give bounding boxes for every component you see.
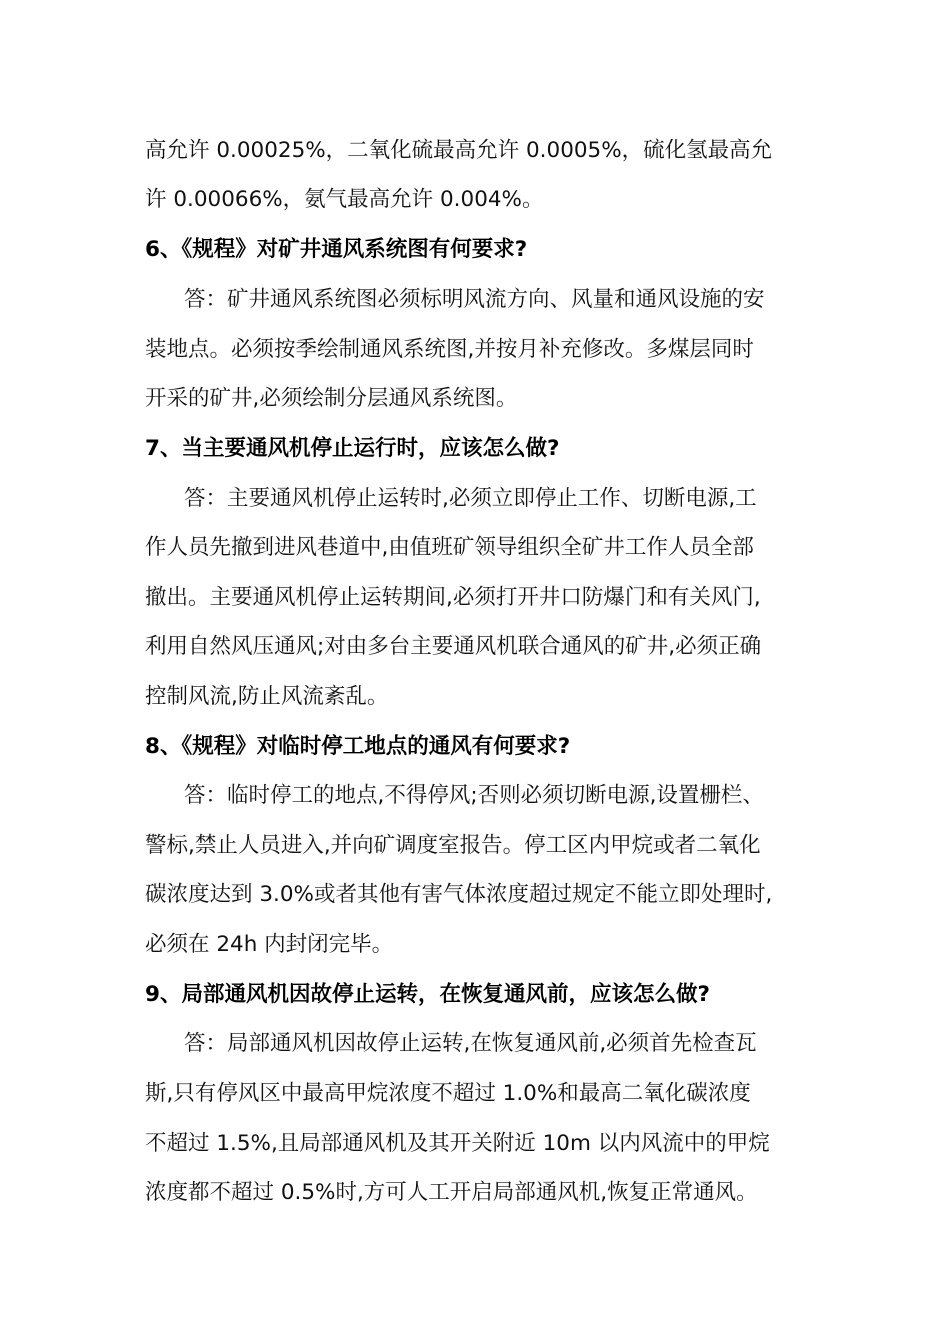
- answer-8-line: 碳浓度达到 3.0%或者其他有害气体浓度超过规定不能立即处理时,: [145, 882, 773, 907]
- answer-9-line: 不超过 1.5%,且局部通风机及其开关附近 10m 以内风流中的甲烷: [145, 1131, 770, 1156]
- answer-8-line: 答：临时停工的地点,不得停风;否则必须切断电源,设置栅栏、: [184, 783, 764, 808]
- question-9-heading: 9、局部通风机因故停止运转，在恢复通风前，应该怎么做?: [145, 982, 710, 1007]
- answer-6-line: 装地点。必须按季绘制通风系统图,并按月补充修改。多煤层同时: [145, 337, 754, 362]
- intro-text-line: 许 0.00066%，氨气最高允许 0.004%。: [145, 187, 544, 212]
- question-8-heading: 8、《规程》对临时停工地点的通风有何要求?: [145, 734, 571, 759]
- answer-7-line: 撤出。主要通风机停止运转期间,必须打开井口防爆门和有关风门,: [145, 585, 761, 610]
- answer-8-line: 警标,禁止人员进入,并向矿调度室报告。停工区内甲烷或者二氧化: [145, 833, 761, 858]
- question-7-heading: 7、当主要通风机停止运行时，应该怎么做?: [145, 436, 560, 461]
- answer-7-line: 答：主要通风机停止运转时,必须立即停止工作、切断电源,工: [184, 486, 757, 511]
- question-6-heading: 6、《规程》对矿井通风系统图有何要求?: [145, 237, 528, 262]
- answer-9-line: 浓度都不超过 0.5%时,方可人工开启局部通风机,恢复正常通风。: [145, 1180, 758, 1205]
- answer-8-line: 必须在 24h 内封闭完毕。: [145, 932, 394, 957]
- answer-6-line: 答：矿井通风系统图必须标明风流方向、风量和通风设施的安: [184, 287, 765, 312]
- answer-7-line: 利用自然风压通风;对由多台主要通风机联合通风的矿井,必须正确: [145, 634, 762, 659]
- answer-6-line: 开采的矿井,必须绘制分层通风系统图。: [145, 386, 518, 411]
- answer-7-line: 作人员先撤到进风巷道中,由值班矿领导组织全矿井工作人员全部: [145, 535, 754, 560]
- answer-9-line: 斯,只有停风区中最高甲烷浓度不超过 1.0%和最高二氧化碳浓度: [145, 1081, 751, 1106]
- answer-7-line: 控制风流,防止风流紊乱。: [145, 684, 389, 709]
- answer-9-line: 答：局部通风机因故停止运转,在恢复通风前,必须首先检查瓦: [184, 1031, 757, 1056]
- intro-text-line: 高允许 0.00025%，二氧化硫最高允许 0.0005%，硫化氢最高允: [145, 138, 773, 163]
